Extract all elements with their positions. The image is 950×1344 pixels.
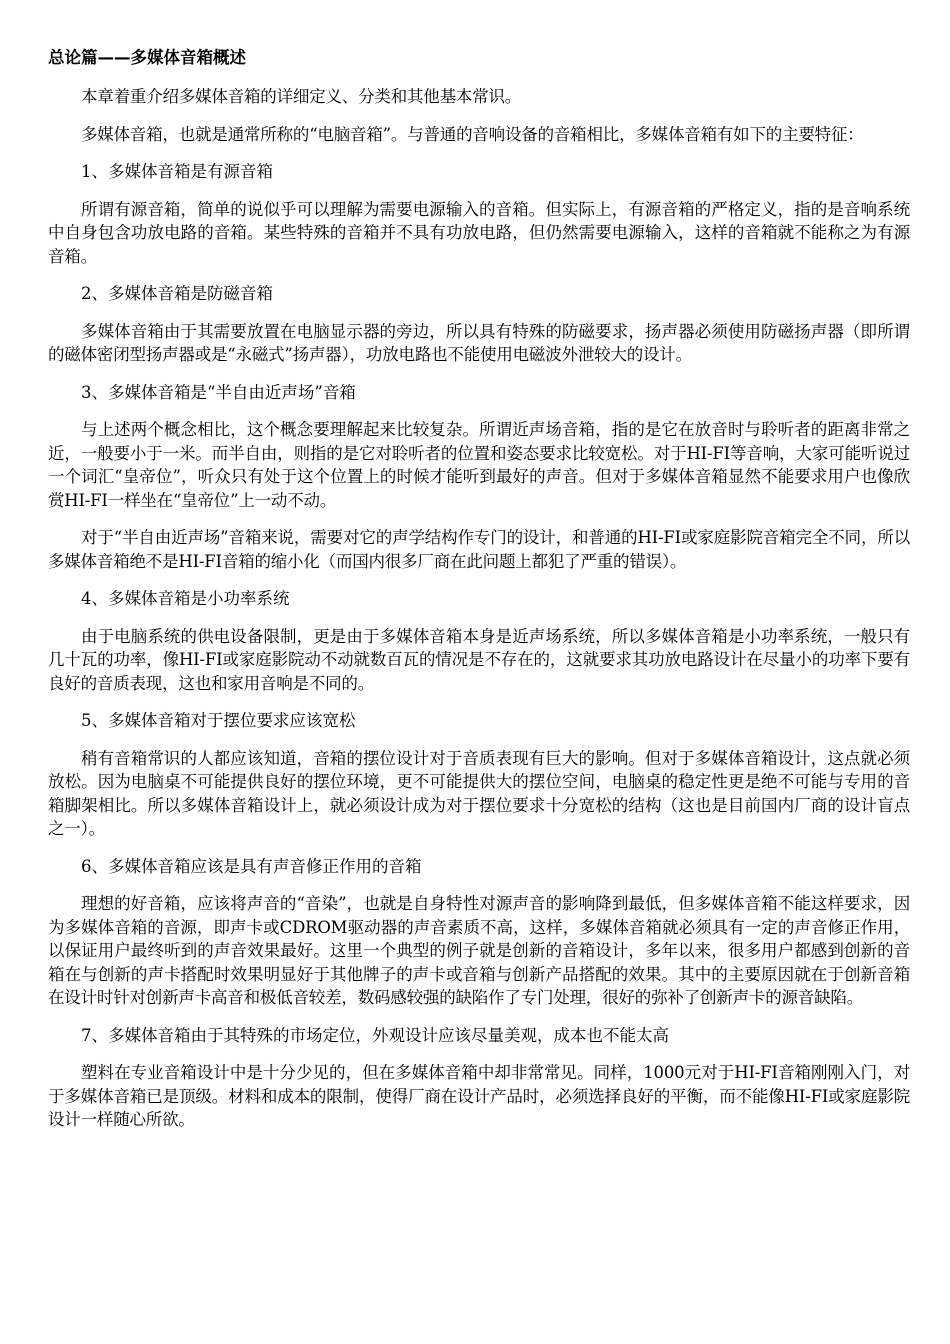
section-paragraph-3b: 对于“半自由近声场”音箱来说，需要对它的声学结构作专门的设计，和普通的HI-FI或家庭影院音箱完全不同，所以多媒体音箱绝不是HI-FI音箱的缩小化（而国内很多厂商在此问题上都犯了严重的错误）。 <box>48 528 910 571</box>
section-paragraph-2: 多媒体音箱由于其需要放置在电脑显示器的旁边，所以具有特殊的防磁要求，扬声器必须使用防磁扬声器（即所谓的磁体密闭型扬声器或是“永磁式”扬声器），功放电路也不能使用电磁波外泄较大的设计。 <box>48 321 910 364</box>
document-title: 总论篇——多媒体音箱概述 <box>48 48 246 67</box>
section-heading-5: 5、多媒体音箱对于摆位要求应该宽松 <box>81 711 356 730</box>
section-heading-1: 1、多媒体音箱是有源音箱 <box>81 162 273 181</box>
intro-paragraph: 本章着重介绍多媒体音箱的详细定义、分类和其他基本常识。 <box>81 87 522 106</box>
section-paragraph-4: 由于电脑系统的供电设备限制，更是由于多媒体音箱本身是近声场系统，所以多媒体音箱是小功率系统，一般只有几十瓦的功率，像HI-FI或家庭影院动不动就数百瓦的情况是不存在的，这就要求其功放电路设计在尽量小的功率下要有良好的音质表现，这也和家用音响是不同的。 <box>48 626 910 693</box>
section-paragraph-6: 理想的好音箱，应该将声音的“音染”，也就是自身特性对源声音的影响降到最低，但多媒体音箱不能这样要求，因为多媒体音箱的音源，即声卡或CDROM驱动器的声音素质不高，这样，多媒体音箱就必须具有一定的声音修正作用，以保证用户最终听到的声音效果最好。这里一个典型的例子就是创新的音箱设计，多年以来，很多用户都感到创新的音箱在与创新的声卡搭配时效果明显好于其他牌子的声卡或音箱与创新产品搭配的效果。其中的主要原因就在于创新音箱在设计时针对创新声卡高音和极低音较差，数码感较强的缺陷作了专门处理，很好的弥补了创新声卡的源音缺陷。 <box>48 894 910 1007</box>
section-paragraph-7: 塑料在专业音箱设计中是十分少见的，但在多媒体音箱中却非常常见。同样，1000元对于HI-FI音箱刚刚入门，对于多媒体音箱已是顶级。材料和成本的限制，使得厂商在设计产品时，必须选择良好的平衡，而不能像HI-FI或家庭影院设计一样随心所欲。 <box>48 1063 910 1129</box>
section-heading-6: 6、多媒体音箱应该是具有声音修正作用的音箱 <box>81 856 422 876</box>
section-heading-4: 4、多媒体音箱是小功率系统 <box>81 589 290 608</box>
section-paragraph-3a: 与上述两个概念相比，这个概念要理解起来比较复杂。所谓近声场音箱，指的是它在放音时与聆听者的距离非常之近，一般要小于一米。而半自由，则指的是它对聆听者的位置和姿态要求比较宽松。对于HI-FI等音响，大家可能听说过一个词汇“皇帝位”，听众只有处于这个位置上的时候才能听到最好的声音。但对于多媒体音箱显然不能要求用户也像欣赏HI-FI一样坐在“皇帝位”上一动不动。 <box>48 420 910 510</box>
section-paragraph-5: 稍有音箱常识的人都应该知道，音箱的摆位设计对于音质表现有巨大的影响。但对于多媒体音箱设计，这点就必须放松。因为电脑桌不可能提供良好的摆位环境，更不可能提供大的摆位空间，电脑桌的稳定性更是绝不可能与专用的音箱脚架相比。所以多媒体音箱设计上，就必须设计成为对于摆位要求十分宽松的结构（这也是目前国内厂商的设计盲点之一）。 <box>48 748 910 838</box>
section-heading-2: 2、多媒体音箱是防磁音箱 <box>81 284 273 303</box>
section-paragraph-1: 所谓有源音箱，简单的说似乎可以理解为需要电源输入的音箱。但实际上，有源音箱的严格定义，指的是音响系统中自身包含功放电路的音箱。某些特殊的音箱并不具有功放电路，但仍然需要电源输入，这样的音箱就不能称之为有源音箱。 <box>48 199 910 266</box>
section-heading-3: 3、多媒体音箱是“半自由近声场”音箱 <box>81 382 356 402</box>
section-heading-7: 7、多媒体音箱由于其特殊的市场定位，外观设计应该尽量美观，成本也不能太高 <box>81 1025 669 1045</box>
features-intro-paragraph: 多媒体音箱，也就是通常所称的“电脑音箱”。与普通的音响设备的音箱相比，多媒体音箱有如下的主要特征： <box>81 124 864 144</box>
